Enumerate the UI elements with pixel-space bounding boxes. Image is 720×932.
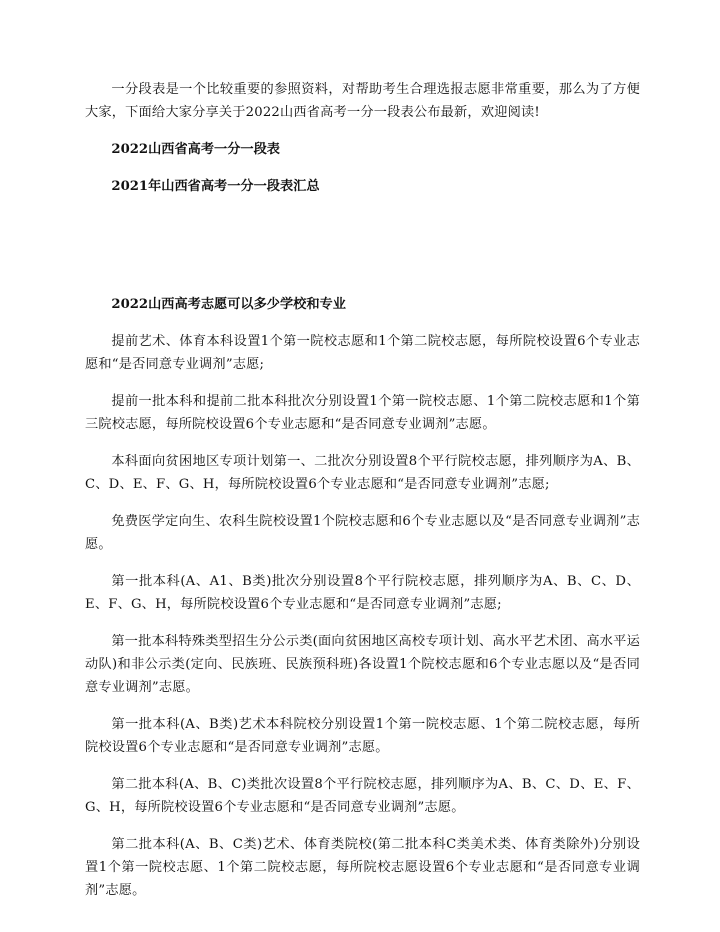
paragraph-4: 免费医学定向生、农科生院校设置1个院校志愿和6个专业志愿以及“是否同意专业调剂”志愿。 [85,514,640,552]
paragraph-3: 本科面向贫困地区专项计划第一、二批次分别设置8个平行院校志愿，排列顺序为A、B、C、D、E、F、G、H，每所院校设置6个专业志愿和“是否同意专业调剂”志愿; [85,454,640,492]
paragraph-5: 第一批本科(A、A1、B类)批次分别设置8个平行院校志愿，排列顺序为A、B、C、D、E、F、G、H，每所院校设置6个专业志愿和“是否同意专业调剂”志愿; [85,574,640,612]
image-placeholder-space [85,198,640,293]
paragraph-2: 提前一批本科和提前二批本科批次分别设置1个第一院校志愿、1个第二院校志愿和1个第三院校志愿，每所院校设置6个专业志愿和“是否同意专业调剂”志愿。 [85,394,640,432]
heading-2022-score-table: 2022山西省高考一分一段表 [111,142,280,157]
heading-volunteer-count: 2022山西高考志愿可以多少学校和专业 [111,297,346,312]
document-page [85,78,640,902]
intro-paragraph: 一分段表是一个比较重要的参照资料，对帮助考生合理选报志愿非常重要，那么为了方便大家，下面给大家分享关于2022山西省高考一分一段表公布最新，欢迎阅读! [85,82,640,120]
paragraph-8: 第二批本科(A、B、C)类批次设置8个平行院校志愿，排列顺序为A、B、C、D、E、F、G、H，每所院校设置6个专业志愿和“是否同意专业调剂”志愿。 [85,777,640,815]
paragraph-9: 第二批本科(A、B、C类)艺术、体育类院校(第二批本科C类美术类、体育类除外)分别设置1个第一院校志愿、1个第二院校志愿，每所院校志愿设置6个专业志愿和“是否同意专业调剂”志愿。 [85,837,640,898]
heading-2021-score-table-summary: 2021年山西省高考一分一段表汇总 [111,179,320,194]
paragraph-1: 提前艺术、体育本科设置1个第一院校志愿和1个第二院校志愿，每所院校设置6个专业志愿和“是否同意专业调剂”志愿; [85,334,640,372]
paragraph-7: 第一批本科(A、B类)艺术本科院校分别设置1个第一院校志愿、1个第二院校志愿，每所院校设置6个专业志愿和“是否同意专业调剂”志愿。 [85,717,640,755]
paragraph-6: 第一批本科特殊类型招生分公示类(面向贫困地区高校专项计划、高水平艺术团、高水平运动队)和非公示类(定向、民族班、民族预科班)各设置1个院校志愿和6个专业志愿以及“是否同意专业调剂”志愿。 [85,634,640,695]
